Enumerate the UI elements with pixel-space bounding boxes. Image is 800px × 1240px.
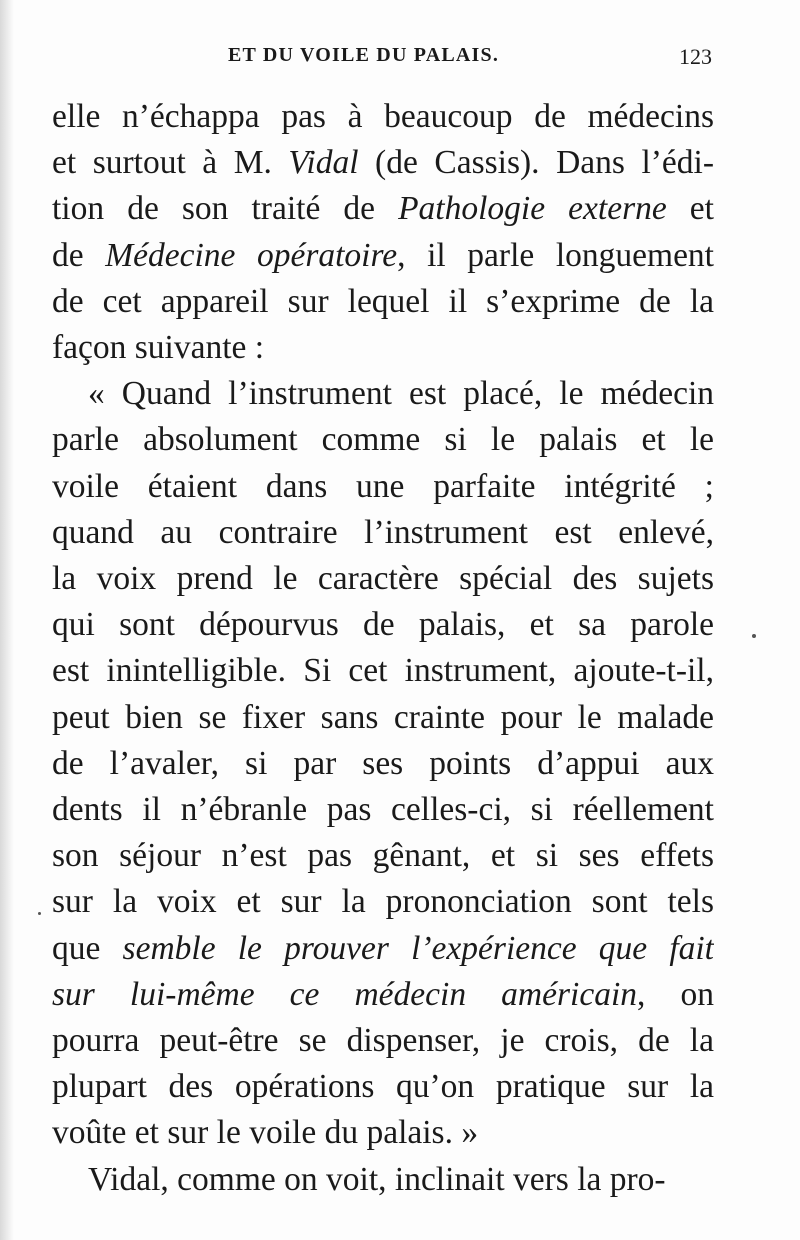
text-run: tion de son traité de: [52, 190, 399, 228]
text-run: voile étaient dans une parfaite intégrité ;: [52, 467, 714, 505]
text-line: [52, 1018, 714, 1064]
text-line: [52, 140, 714, 186]
text-line: [52, 1064, 714, 1110]
text-line: [52, 695, 714, 741]
text-line: [52, 279, 714, 325]
text-line: [88, 1157, 714, 1203]
text-run: et: [666, 190, 714, 228]
text-line: [52, 879, 714, 925]
text-run: que: [52, 929, 123, 967]
text-line: [52, 602, 714, 648]
text-run: Médecine opératoire: [105, 236, 398, 274]
text-run: voûte et sur le voile du palais. »: [52, 1114, 479, 1152]
text-line: [52, 464, 714, 510]
scan-edge-shadow: [0, 0, 14, 1240]
text-run: peut bien se fixer sans crainte pour le malade: [52, 698, 714, 736]
text-run: (de Cassis). Dans l’édi-: [358, 144, 714, 182]
text-line: [52, 233, 714, 279]
text-line: [88, 371, 714, 417]
text-run: de cet appareil sur lequel il s’exprime de la: [52, 282, 714, 320]
text-line: [52, 926, 714, 972]
text-run: de l’avaler, si par ses points d’appui aux: [52, 744, 714, 782]
text-run: son séjour n’est pas gênant, et si ses effets: [52, 837, 714, 875]
text-run: parle absolument comme si le palais et le: [52, 421, 714, 459]
text-line: [52, 1110, 714, 1156]
text-run: semble le prouver l’expérience que fait: [122, 929, 714, 967]
text-run: Vidal, comme on voit, inclinait vers la pro-: [88, 1160, 666, 1198]
text-line: [52, 833, 714, 879]
text-run: de: [52, 236, 106, 274]
text-run: elle n’échappa pas à beaucoup de médecins: [52, 98, 714, 135]
text-run: façon suivante :: [52, 329, 265, 366]
text-run: est inintelligible. Si cet instrument, ajoute-t-il,: [52, 652, 714, 690]
page-number: 123: [679, 44, 712, 69]
text-line: [52, 510, 714, 556]
scan-speck: [38, 912, 41, 915]
text-line: [52, 186, 714, 232]
text-line: [52, 325, 714, 371]
text-run: plupart des opérations qu’on pratique sur la: [52, 1068, 714, 1106]
running-title: ET DU VOILE DU PALAIS.: [228, 44, 500, 66]
text-line: [52, 94, 714, 140]
running-header: [0, 44, 800, 74]
text-line: [52, 417, 714, 463]
text-line: [52, 648, 714, 694]
text-line: [52, 787, 714, 833]
text-run: , on: [637, 975, 714, 1013]
text-run: Pathologie externe: [398, 190, 667, 228]
text-run: pourra peut-être se dispenser, je crois, de la: [52, 1022, 714, 1059]
text-run: Vidal: [288, 144, 359, 182]
body-text: [52, 94, 714, 1224]
text-run: « Quand l’instrument est placé, le médecin: [88, 375, 714, 413]
text-run: qui sont dépourvus de palais, et sa parole: [52, 606, 714, 644]
text-run: dents il n’ébranle pas celles-ci, si réellement: [52, 791, 714, 828]
text-run: sur lui-même ce médecin américain: [52, 975, 638, 1013]
text-line: [52, 972, 714, 1018]
text-run: sur la voix et sur la prononciation sont tels: [52, 883, 714, 921]
text-run: et surtout à M.: [52, 144, 289, 182]
scan-speck: [752, 634, 756, 638]
text-run: quand au contraire l’instrument est enlevé,: [52, 513, 714, 551]
text-line: [52, 556, 714, 602]
text-run: , il parle longuement: [397, 236, 714, 274]
text-run: la voix prend le caractère spécial des sujets: [52, 560, 714, 597]
text-line: [52, 741, 714, 787]
